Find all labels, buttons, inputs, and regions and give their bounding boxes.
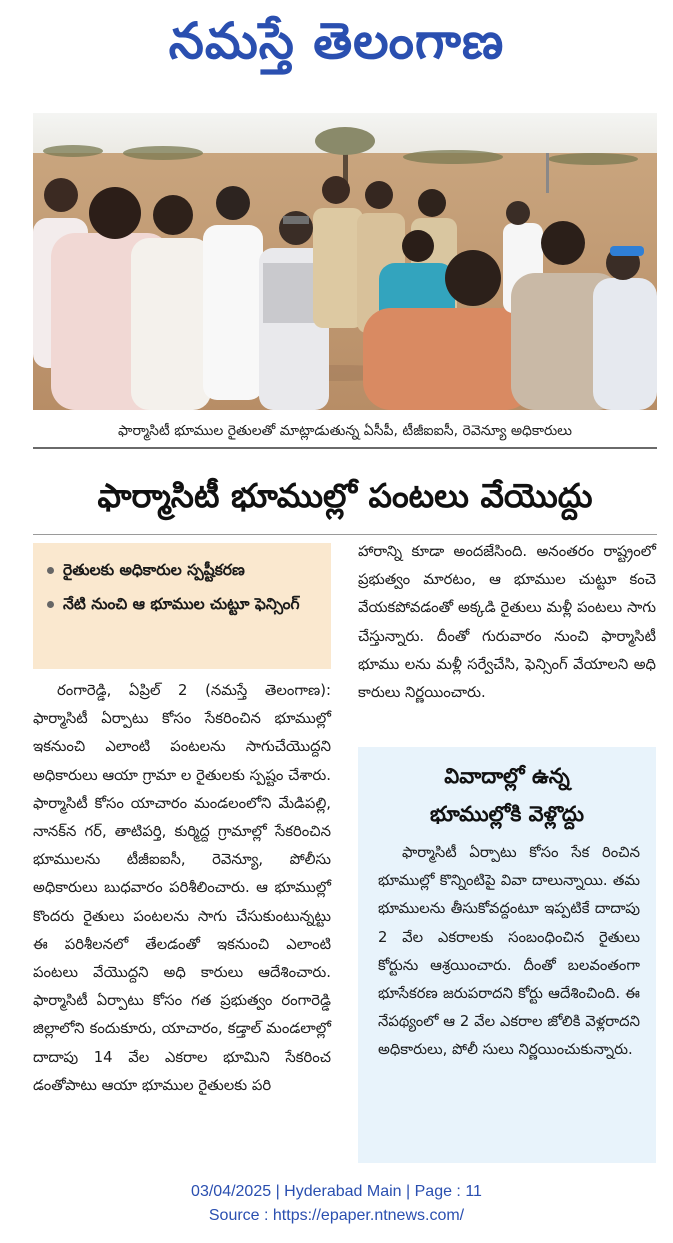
bullet-icon xyxy=(47,601,54,608)
highlight-item: నేటి నుంచి ఆ భూముల చుట్టూ ఫెన్సింగ్ xyxy=(49,589,321,619)
masthead xyxy=(0,6,673,76)
news-photo xyxy=(33,113,657,410)
highlight-item: రైతులకు అధికారుల స్పష్టీకరణ xyxy=(49,555,321,585)
sidebar-story-body: ఫార్మాసిటీ ఏర్పాటు కోసం సేక రించిన భూముల్లో కొన్నింటిపై వివా దాలున్నాయి. తమ భూములను తీసుకోవద్దంటూ ఇప్పటికే దాదాపు 2 వేల ఎకరాలకు సంబంధించిన రైతులు కోర్టును ఆశ్రయించారు. దీంతో బలవంతంగా భూసేకరణ జరుపరాదని కోర్టు ఆదేశించింది. ఈ నేపథ్యంలో ఆ 2 వేల ఎకరాల జోలికి వెళ్లరాదని అధికారులు, పోలీ సులు నిర్ణయించుకున్నారు. xyxy=(378,844,640,1059)
footer-source-link[interactable]: Source : https://epaper.ntnews.com/ xyxy=(208,1207,465,1224)
caption-divider xyxy=(33,447,657,449)
page-footer xyxy=(0,1180,673,1228)
sidebar-story-title: వివాదాల్లో ఉన్న భూముల్లోకి వెళ్లొద్దు xyxy=(430,764,584,826)
highlights-box xyxy=(33,543,331,669)
article-headline: ఫార్మాసిటీ భూముల్లో పంటలు వేయొద్దు xyxy=(97,476,593,515)
article-body-right: హారాన్ని కూడా అందజేసింది. అనంతరం రాష్ట్రంలో ప్రభుత్వం మారటం, ఆ భూముల చుట్టూ కంచె వేయకపోవడంతో అక్కడి రైతులు మళ్లీ పంటలు సాగు చేస్తున్నారు. దీంతో గురువారం నుంచి ఫార్మాసిటీ భూము లను మళ్లీ సర్వేచేసి, ఫెన్సింగ్ వేయాలని అధి కారులు నిర్ణయించారు. xyxy=(358,543,656,702)
sidebar-story xyxy=(358,747,656,1163)
article-body-left: రంగారెడ్డి, ఏప్రిల్ 2 (నమస్తే తెలంగాణ): ఫార్మాసిటీ ఏర్పాటు కోసం సేకరించిన భూముల్లో ఇకనుంచి ఎలాంటి పంటలను సాగుచేయొద్దని అధికారులు ఆయా గ్రామా ల రైతులకు స్పష్టం చేశారు. ఫార్మాసిటీ కోసం యాచారం మండలంలోని మేడిపల్లి, నానక్‌న గర్, తాటిపర్తి, కుర్మిద్ద గ్రామాల్లో సేకరించిన భూములను టీజీఐఐసీ, రెవెన్యూ, పోలీసు అధికారులు బుధవారం పరిశీలించారు. ఆ భూముల్లో కొందరు రైతులు పంటలను సాగు చేసుకుంటున్నట్టు ఈ పరిశీలనలో తేలడంతో ఇకనుంచి ఎలాంటి పంటలు వేయొద్దని అధి కారులు ఆదేశించారు. ఫార్మాసిటీ ఏర్పాటు కోసం గత ప్రభుత్వం రంగారెడ్డి జిల్లాలోని కందుకూరు, యాచారం, కడ్తాల్ మండలాల్లో దాదాపు 14 వేల ఎకరాల భూమిని సేకరించ డంతోపాటు ఆయా భూముల రైతులకు పరి xyxy=(33,682,331,1094)
newspaper-title: నమస్తే తెలంగాణ xyxy=(168,12,505,70)
bullet-icon xyxy=(47,567,54,574)
headline-divider xyxy=(33,534,657,535)
photo-caption: ఫార్మాసిటీ భూముల రైతులతో మాట్లాడుతున్న ఏసీపీ, టీజీఐఐసీ, రెవెన్యూ అధికారులు xyxy=(118,423,572,439)
footer-date-edition: 03/04/2025 | Hyderabad Main | Page : 11 xyxy=(191,1183,482,1200)
